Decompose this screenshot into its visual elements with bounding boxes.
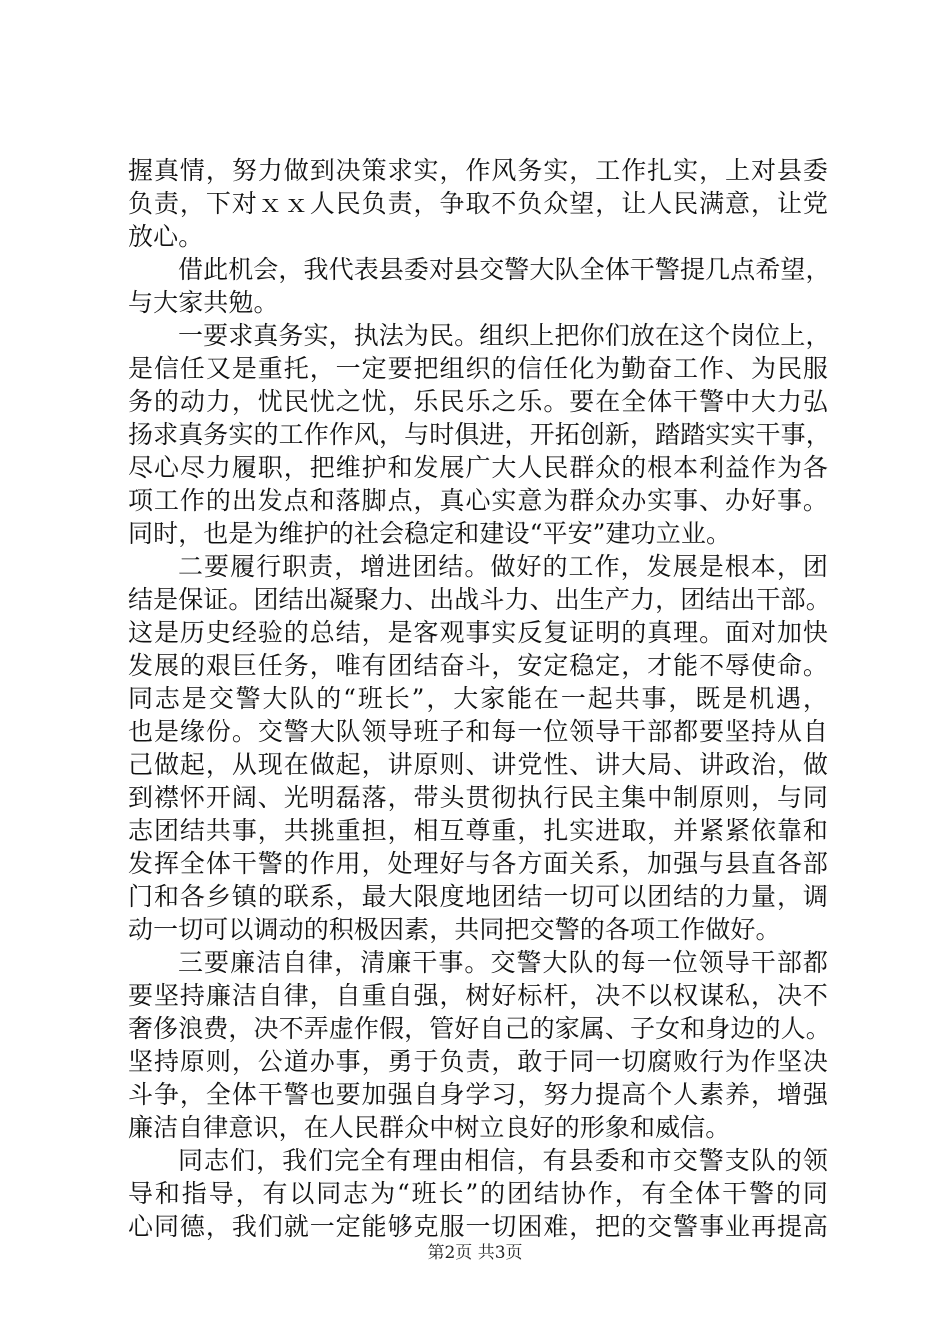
text-line: 心同德，我们就一定能够克服一切困难，把的交警事业再提高 [128, 1212, 828, 1241]
paragraph-start-line: 一要求真务实，执法为民。组织上把你们放在这个岗位上， [178, 321, 831, 350]
text-line: 坚持原则，公道办事，勇于负责，敢于同一切腐败行为作坚决 [128, 1047, 828, 1076]
text-line: 放心。 [128, 222, 204, 251]
text-line: 同志是交警大队的“班长”，大家能在一起共事，既是机遇， [128, 684, 828, 713]
paragraph-start-line: 借此机会，我代表县委对县交警大队全体干警提几点希望， [178, 255, 831, 284]
text-line: 与大家共勉。 [128, 288, 279, 317]
text-line: 也是缘份。交警大队领导班子和每一位领导干部都要坚持从自 [128, 717, 828, 746]
paragraph-start-line: 同志们，我们完全有理由相信，有县委和市交警支队的领 [178, 1146, 828, 1175]
text-line: 动一切可以调动的积极因素，共同把交警的各项工作做好。 [128, 915, 781, 944]
text-line: 廉洁自律意识，在人民群众中树立良好的形象和威信。 [128, 1113, 731, 1142]
text-line: 这是历史经验的总结，是客观事实反复证明的真理。面对加快 [128, 618, 828, 647]
text-line: 奢侈浪费，决不弄虚作假，管好自己的家属、子女和身边的人。 [128, 1014, 831, 1043]
text-line: 扬求真务实的工作作风，与时俱进，开拓创新，踏踏实实干事， [128, 420, 831, 449]
text-line: 同时，也是为维护的社会稳定和建设“平安”建功立业。 [128, 519, 732, 548]
text-line: 要坚持廉洁自律，自重自强，树好标杆，决不以权谋私，决不 [128, 981, 828, 1010]
text-line: 发挥全体干警的作用，处理好与各方面关系，加强与县直各部 [128, 849, 828, 878]
text-line: 发展的艰巨任务，唯有团结奋斗，安定稳定，才能不辱使命。 [128, 651, 828, 680]
text-line: 到襟怀开阔、光明磊落，带头贯彻执行民主集中制原则，与同 [128, 783, 828, 812]
text-line: 结是保证。团结出凝聚力、出战斗力、出生产力，团结出干部。 [128, 585, 831, 614]
text-line: 是信任又是重托，一定要把组织的信任化为勤奋工作、为民服 [128, 354, 828, 383]
document-body [128, 154, 831, 1243]
paragraph-start-line: 三要廉洁自律，清廉干事。交警大队的每一位领导干部都 [178, 948, 828, 977]
text-line: 握真情，努力做到决策求实，作风务实，工作扎实，上对县委 [128, 156, 828, 185]
text-line: 项工作的出发点和落脚点，真心实意为群众办实事、办好事。 [128, 486, 828, 515]
page-footer: 第2页 共3页 [427, 1243, 523, 1263]
text-line: 门和各乡镇的联系，最大限度地团结一切可以团结的力量，调 [128, 882, 828, 911]
paragraph-start-line: 二要履行职责，增进团结。做好的工作，发展是根本，团 [178, 552, 828, 581]
text-line: 导和指导，有以同志为“班长”的团结协作，有全体干警的同 [128, 1179, 828, 1208]
text-line: 负责，下对ｘｘ人民负责，争取不负众望，让人民满意，让党 [128, 189, 828, 218]
text-line: 尽心尽力履职，把维护和发展广大人民群众的根本利益作为各 [128, 453, 828, 482]
text-line: 志团结共事，共挑重担，相互尊重，扎实进取，并紧紧依靠和 [128, 816, 828, 845]
text-line: 己做起，从现在做起，讲原则、讲党性、讲大局、讲政治，做 [128, 750, 828, 779]
text-line: 斗争，全体干警也要加强自身学习，努力提高个人素养，增强 [128, 1080, 828, 1109]
text-line: 务的动力，忧民忧之忧，乐民乐之乐。要在全体干警中大力弘 [128, 387, 828, 416]
